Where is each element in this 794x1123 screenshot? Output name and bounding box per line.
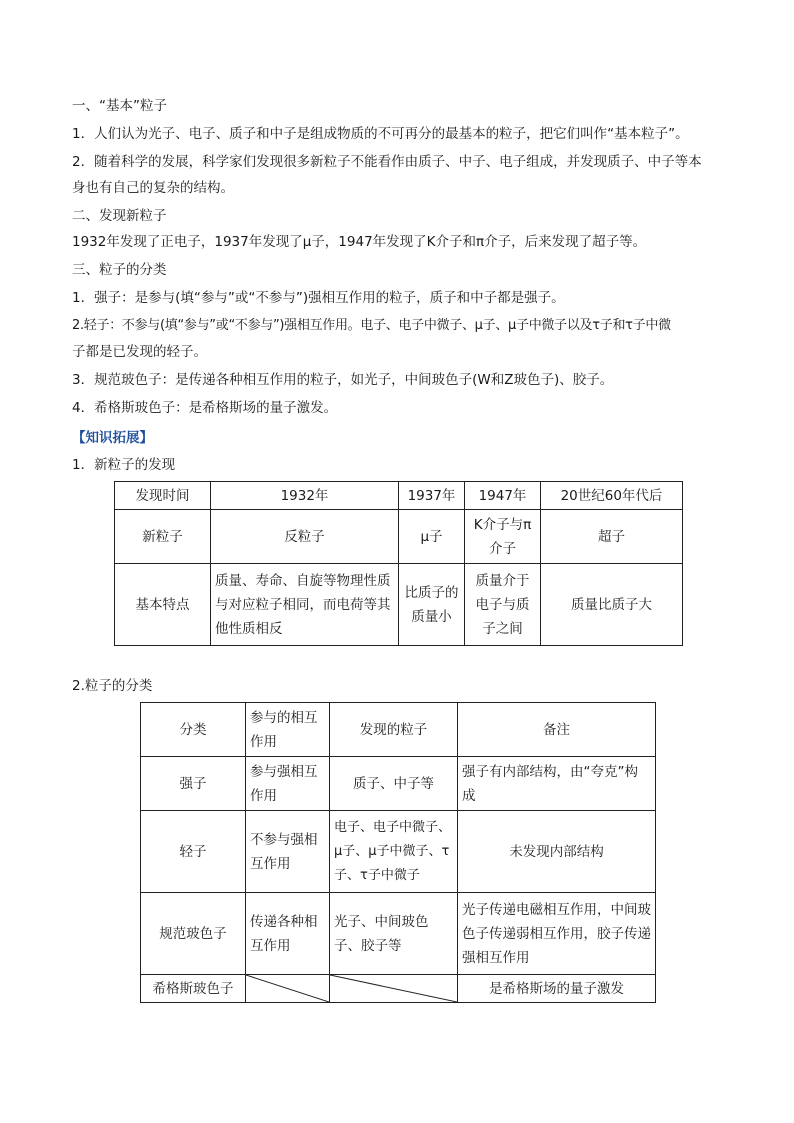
table-cell: 发现的粒子 <box>330 703 458 757</box>
table-cell: 不参与强相互作用 <box>246 811 330 893</box>
table-cell: 光子、中间玻色子、胶子等 <box>330 893 458 975</box>
table-cell: 新粒子 <box>115 510 211 564</box>
table-cell: 质量介于电子与质子之间 <box>465 564 541 646</box>
table-cell: 质量、寿命、自旋等物理性质与对应粒子相同，而电荷等其他性质相反 <box>211 564 399 646</box>
table-cell: 是希格斯场的量子激发 <box>458 975 656 1003</box>
table-cell: 1947年 <box>465 482 541 510</box>
paragraph: 4．希格斯玻色子：是希格斯场的量子激发。 <box>72 400 338 416</box>
table-cell: 反粒子 <box>211 510 399 564</box>
table-cell: 参与的相互作用 <box>246 703 330 757</box>
new-particles-table <box>114 481 683 646</box>
table-cell: 未发现内部结构 <box>458 811 656 893</box>
table-cell: 希格斯玻色子 <box>141 975 246 1003</box>
table-cell: 参与强相互作用 <box>246 757 330 811</box>
particle-classification-table <box>140 702 656 1003</box>
paragraph: 1932年发现了正电子，1937年发现了μ子，1947年发现了K介子和π介子，后来发现了超子等。 <box>72 234 647 250</box>
paragraph: 2．随着科学的发展，科学家们发现很多新粒子不能看作由质子、中子、电子组成，并发现质子、中子等本 <box>72 154 702 170</box>
section-new-particles-heading: 二、发现新粒子 <box>72 208 167 224</box>
table-cell: 电子、电子中微子、μ子、μ子中微子、τ子、τ子中微子 <box>330 811 458 893</box>
diagonal-slash-cell <box>246 975 330 1003</box>
table-cell: 质量比质子大 <box>541 564 683 646</box>
table-cell: 强子有内部结构，由“夸克”构成 <box>458 757 656 811</box>
table-cell: 光子传递电磁相互作用，中间玻色子传递弱相互作用，胶子传递强相互作用 <box>458 893 656 975</box>
table-cell: 传递各种相互作用 <box>246 893 330 975</box>
paragraph: 1．强子：是参与(填“参与”或“不参与”)强相互作用的粒子，质子和中子都是强子。 <box>72 290 565 306</box>
table-cell: 1932年 <box>211 482 399 510</box>
table-cell: 质子、中子等 <box>330 757 458 811</box>
table-cell: 轻子 <box>141 811 246 893</box>
table-cell: 规范玻色子 <box>141 893 246 975</box>
diagonal-line <box>330 975 457 1002</box>
table-cell: K介子与π介子 <box>465 510 541 564</box>
table-cell: 20世纪60年代后 <box>541 482 683 510</box>
section-classification-heading: 三、粒子的分类 <box>72 262 167 278</box>
diagonal-line <box>246 975 329 1002</box>
paragraph: 子都是已发现的轻子。 <box>72 344 207 360</box>
table-cell: 强子 <box>141 757 246 811</box>
table-cell: 1937年 <box>399 482 465 510</box>
table-cell: 超子 <box>541 510 683 564</box>
table-cell: 备注 <box>458 703 656 757</box>
table2-title: 2.粒子的分类 <box>72 678 153 694</box>
table-cell: μ子 <box>399 510 465 564</box>
paragraph: 3．规范玻色子：是传递各种相互作用的粒子，如光子，中间玻色子(W和Z玻色子)、胶子。 <box>72 372 614 388</box>
table-cell: 比质子的质量小 <box>399 564 465 646</box>
paragraph: 1．人们认为光子、电子、质子和中子是组成物质的不可再分的最基本的粒子，把它们叫作“基本粒子”。 <box>72 126 689 142</box>
paragraph: 2.轻子：不参与(填“参与”或“不参与”)强相互作用。电子、电子中微子、μ子、μ子中微子以及τ子和τ子中微 <box>72 318 671 333</box>
table-cell: 分类 <box>141 703 246 757</box>
table-cell: 基本特点 <box>115 564 211 646</box>
diagonal-slash-cell <box>330 975 458 1003</box>
knowledge-extension-tag: 【知识拓展】 <box>72 430 153 446</box>
table1-title: 1．新粒子的发现 <box>72 457 176 473</box>
table-cell: 发现时间 <box>115 482 211 510</box>
paragraph: 身也有自己的复杂的结构。 <box>72 180 234 196</box>
section-basic-heading: 一、“基本”粒子 <box>72 98 167 114</box>
